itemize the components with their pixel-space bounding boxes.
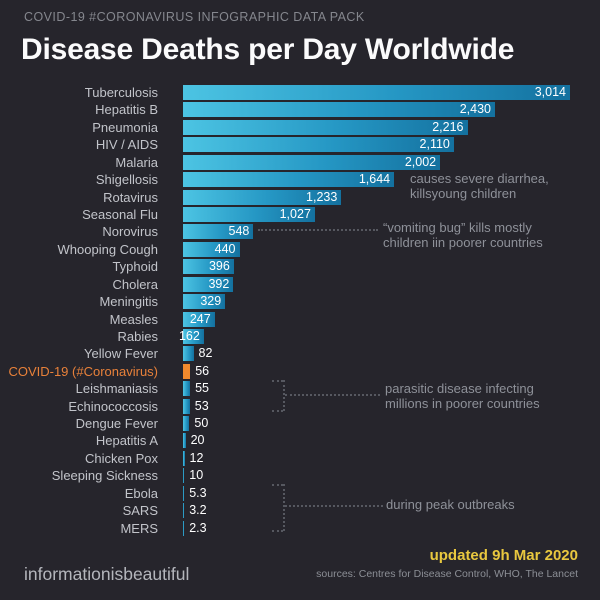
bar-value: 53 <box>194 398 209 413</box>
bar <box>183 381 190 396</box>
bar-label: Whooping Cough <box>57 241 158 257</box>
sources-credit: sources: Centres for Disease Control, WHO, The Lancet <box>316 568 578 580</box>
bar-row <box>0 85 600 100</box>
bar-label: Malaria <box>115 154 158 170</box>
bar-value: 3,014 <box>534 85 566 99</box>
page-title: Disease Deaths per Day Worldwide <box>21 33 515 66</box>
bar-value: 329 <box>200 294 222 308</box>
dotted-connector-norovirus <box>258 229 378 231</box>
annotation-parasitic <box>385 382 540 411</box>
bar <box>183 120 468 135</box>
bar <box>183 503 184 518</box>
bar <box>183 399 190 414</box>
annotation-line: causes severe diarrhea, <box>410 171 549 186</box>
bar-row <box>0 329 600 344</box>
informationisbeautiful-logo: informationisbeautiful <box>24 564 190 584</box>
bar <box>183 155 440 170</box>
bar-value: 396 <box>208 259 230 274</box>
bar-row <box>0 451 600 466</box>
bar-row <box>0 277 600 292</box>
bar-label: Dengue Fever <box>75 416 158 431</box>
bar-value: 440 <box>214 241 236 256</box>
bar-label: Shigellosis <box>95 172 158 188</box>
bar-value: 5.3 <box>189 485 207 500</box>
bar-row <box>0 137 600 152</box>
bracket-tick <box>272 530 283 532</box>
bar-label: Norovirus <box>102 224 158 240</box>
bar-row <box>0 259 600 274</box>
bar <box>183 346 194 361</box>
bracket-tick <box>272 410 283 412</box>
bar-label: Tuberculosis <box>84 85 158 100</box>
bar-value: 55 <box>195 381 209 396</box>
bar-label: Pneumonia <box>92 119 158 135</box>
bar-label: Hepatitis A <box>95 433 158 449</box>
bar-value: 1,233 <box>306 189 338 204</box>
bar-label: Measles <box>109 311 158 327</box>
annotation-shigellosis <box>410 172 549 201</box>
bar-label: Seasonal Flu <box>82 206 158 222</box>
bar-label: Echinococcosis <box>68 398 158 414</box>
bar-value: 12 <box>189 450 204 465</box>
bar-label: Hepatitis B <box>95 102 158 118</box>
bar <box>183 312 215 327</box>
bar-row <box>0 364 600 379</box>
bar <box>183 207 315 222</box>
bar-label: Meningitis <box>99 294 158 309</box>
bar <box>183 451 185 466</box>
annotation-line: millions in poorer countries <box>385 395 540 411</box>
dotted-bracket-outbreak <box>283 484 285 531</box>
bar-row <box>0 346 600 361</box>
kicker: COVID-19 #CORONAVIRUS INFOGRAPHIC DATA PACK <box>24 10 365 24</box>
bar-value: 247 <box>189 311 211 326</box>
bar-label: Typhoid <box>112 259 158 275</box>
bar <box>183 259 234 274</box>
covid-bar <box>183 364 190 379</box>
bar-row <box>0 155 600 170</box>
bar <box>183 486 184 501</box>
bar-row <box>0 312 600 327</box>
bar-label: Leishmaniasis <box>75 381 158 397</box>
bar-label: MERS <box>120 520 158 536</box>
dotted-connector-parasitic <box>285 394 380 396</box>
bar-row <box>0 294 600 309</box>
bar-label: Ebola <box>124 485 158 501</box>
bar-value: 2,110 <box>419 137 450 152</box>
bar-label: Rabies <box>117 328 158 344</box>
bar-value: 548 <box>228 224 250 239</box>
annotation-outbreak <box>386 498 515 513</box>
bar-label: SARS <box>122 503 158 519</box>
bar-value: 20 <box>190 433 205 448</box>
bracket-tick <box>272 380 283 382</box>
bar <box>183 224 253 239</box>
bar-value: 10 <box>189 468 204 483</box>
bar-value: 2.3 <box>189 520 207 535</box>
bar <box>178 328 204 344</box>
bar-label: HIV / AIDS <box>95 137 158 153</box>
bar-value: 2,216 <box>432 119 464 134</box>
bar-row <box>0 521 600 536</box>
bar-value: 2,002 <box>404 154 437 169</box>
bar <box>183 137 454 152</box>
bar-row <box>0 433 600 448</box>
bar-value: 392 <box>208 276 230 291</box>
annotation-line: killsyoung children <box>410 185 517 201</box>
bar <box>183 468 184 483</box>
bar <box>183 102 495 117</box>
bar <box>183 521 184 536</box>
bar-value: 2,430 <box>459 102 491 117</box>
annotation-line: “vomiting bug” kills mostly <box>383 220 532 235</box>
bar-label: Rotavirus <box>103 189 158 205</box>
bar-row <box>0 102 600 117</box>
annotation-norovirus <box>383 221 543 250</box>
annotation-line: during peak outbreaks <box>386 497 515 512</box>
bar <box>183 172 394 187</box>
annotation-line: children iin poorer countries <box>383 234 543 250</box>
bar-row <box>0 416 600 431</box>
bar <box>183 242 240 257</box>
bar-row <box>0 120 600 135</box>
bar-value: 56 <box>195 363 210 378</box>
bracket-tick <box>272 484 283 486</box>
bar-label: COVID-19 (#Coronavirus) <box>8 363 158 379</box>
bar <box>183 416 189 431</box>
bar-value: 1,027 <box>279 206 311 221</box>
bar-row <box>0 468 600 483</box>
bar-label: Chicken Pox <box>85 450 158 466</box>
bar-value: 162 <box>178 328 200 343</box>
bar-label: Sleeping Sickness <box>51 468 158 484</box>
bar-value: 82 <box>198 346 213 361</box>
updated-date: updated 9h Mar 2020 <box>429 547 578 564</box>
annotation-line: parasitic disease infecting <box>385 381 534 396</box>
bar <box>183 294 225 309</box>
bar-value: 50 <box>194 416 209 430</box>
bar <box>183 277 233 292</box>
bar-value: 3.2 <box>189 503 207 518</box>
bar-value: 1,644 <box>358 172 391 187</box>
bar <box>183 190 341 205</box>
bar <box>183 433 186 448</box>
bar <box>183 85 570 100</box>
bar-label: Cholera <box>112 276 158 292</box>
bar-label: Yellow Fever <box>84 346 158 362</box>
dotted-connector-outbreak <box>285 505 383 507</box>
